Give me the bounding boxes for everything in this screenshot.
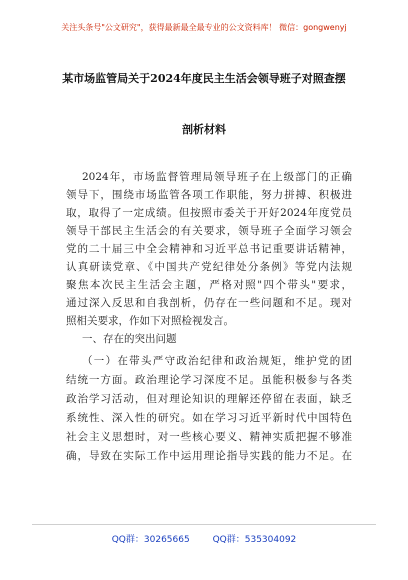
footer-divider bbox=[32, 524, 376, 525]
paragraph-line: 领导干部民主生活会的有关要求，领导班子全面学习领会 bbox=[66, 225, 352, 237]
paragraph-line: 通过深入反思和自我剖析，仍存在一些问题和不足。现对 bbox=[66, 297, 352, 309]
paragraph-line: （一）在带头严守政治纪律和政治规矩，维护党的团 bbox=[82, 355, 352, 367]
paragraph-line: 认真研读党章、《中国共产党纪律处分条例》等党内法规 bbox=[66, 261, 352, 273]
paragraph-line: 政治学习活动，但对理论知识的理解还停留在表面，缺乏 bbox=[66, 393, 352, 405]
footer-contacts bbox=[0, 534, 408, 546]
paragraph-line: 确，导致在实际工作中运用理论指导实践的能力不足。在 bbox=[66, 450, 352, 462]
footer-qq-group-1: QQ群：30265665 bbox=[111, 535, 190, 545]
paragraph-line: 2024年，市场监督管理局领导班子在上级部门的正确 bbox=[82, 171, 352, 183]
document-subtitle: 剖析材料 bbox=[182, 123, 226, 136]
section-heading: 一、存在的突出问题 bbox=[82, 333, 177, 345]
paragraph-line: 取，取得了一定成绩。但按照市委关于开好2024年度党员 bbox=[66, 207, 352, 219]
paragraph-line: 结统一方面。政治理论学习深度不足。虽能积极参与各类 bbox=[66, 374, 352, 386]
footer-qq-group-2: QQ群：535304092 bbox=[212, 535, 297, 545]
paragraph-line: 照相关要求，作如下对照检视发言。 bbox=[66, 315, 234, 327]
paragraph-line: 聚焦本次民主生活会主题，严格对照"四个带头"要求， bbox=[66, 279, 352, 291]
paragraph-line: 系统性、深入性的研究。如在学习习近平新时代中国特色 bbox=[66, 412, 352, 424]
paragraph-line: 社会主义思想时，对一些核心要义、精神实质把握不够准 bbox=[66, 431, 352, 443]
paragraph-line: 党的二十届三中全会精神和习近平总书记重要讲话精神， bbox=[66, 243, 352, 255]
document-title: 某市场监管局关于2024年度民主生活会领导班子对照查摆 bbox=[62, 72, 346, 85]
paragraph-line: 领导下，围绕市场监管各项工作职能，努力拼搏、积极进 bbox=[66, 189, 352, 201]
top-banner: 关注头条号"公文研究"，获得最新最全最专业的公文资料库！ 微信：gongwenyj bbox=[61, 23, 347, 32]
